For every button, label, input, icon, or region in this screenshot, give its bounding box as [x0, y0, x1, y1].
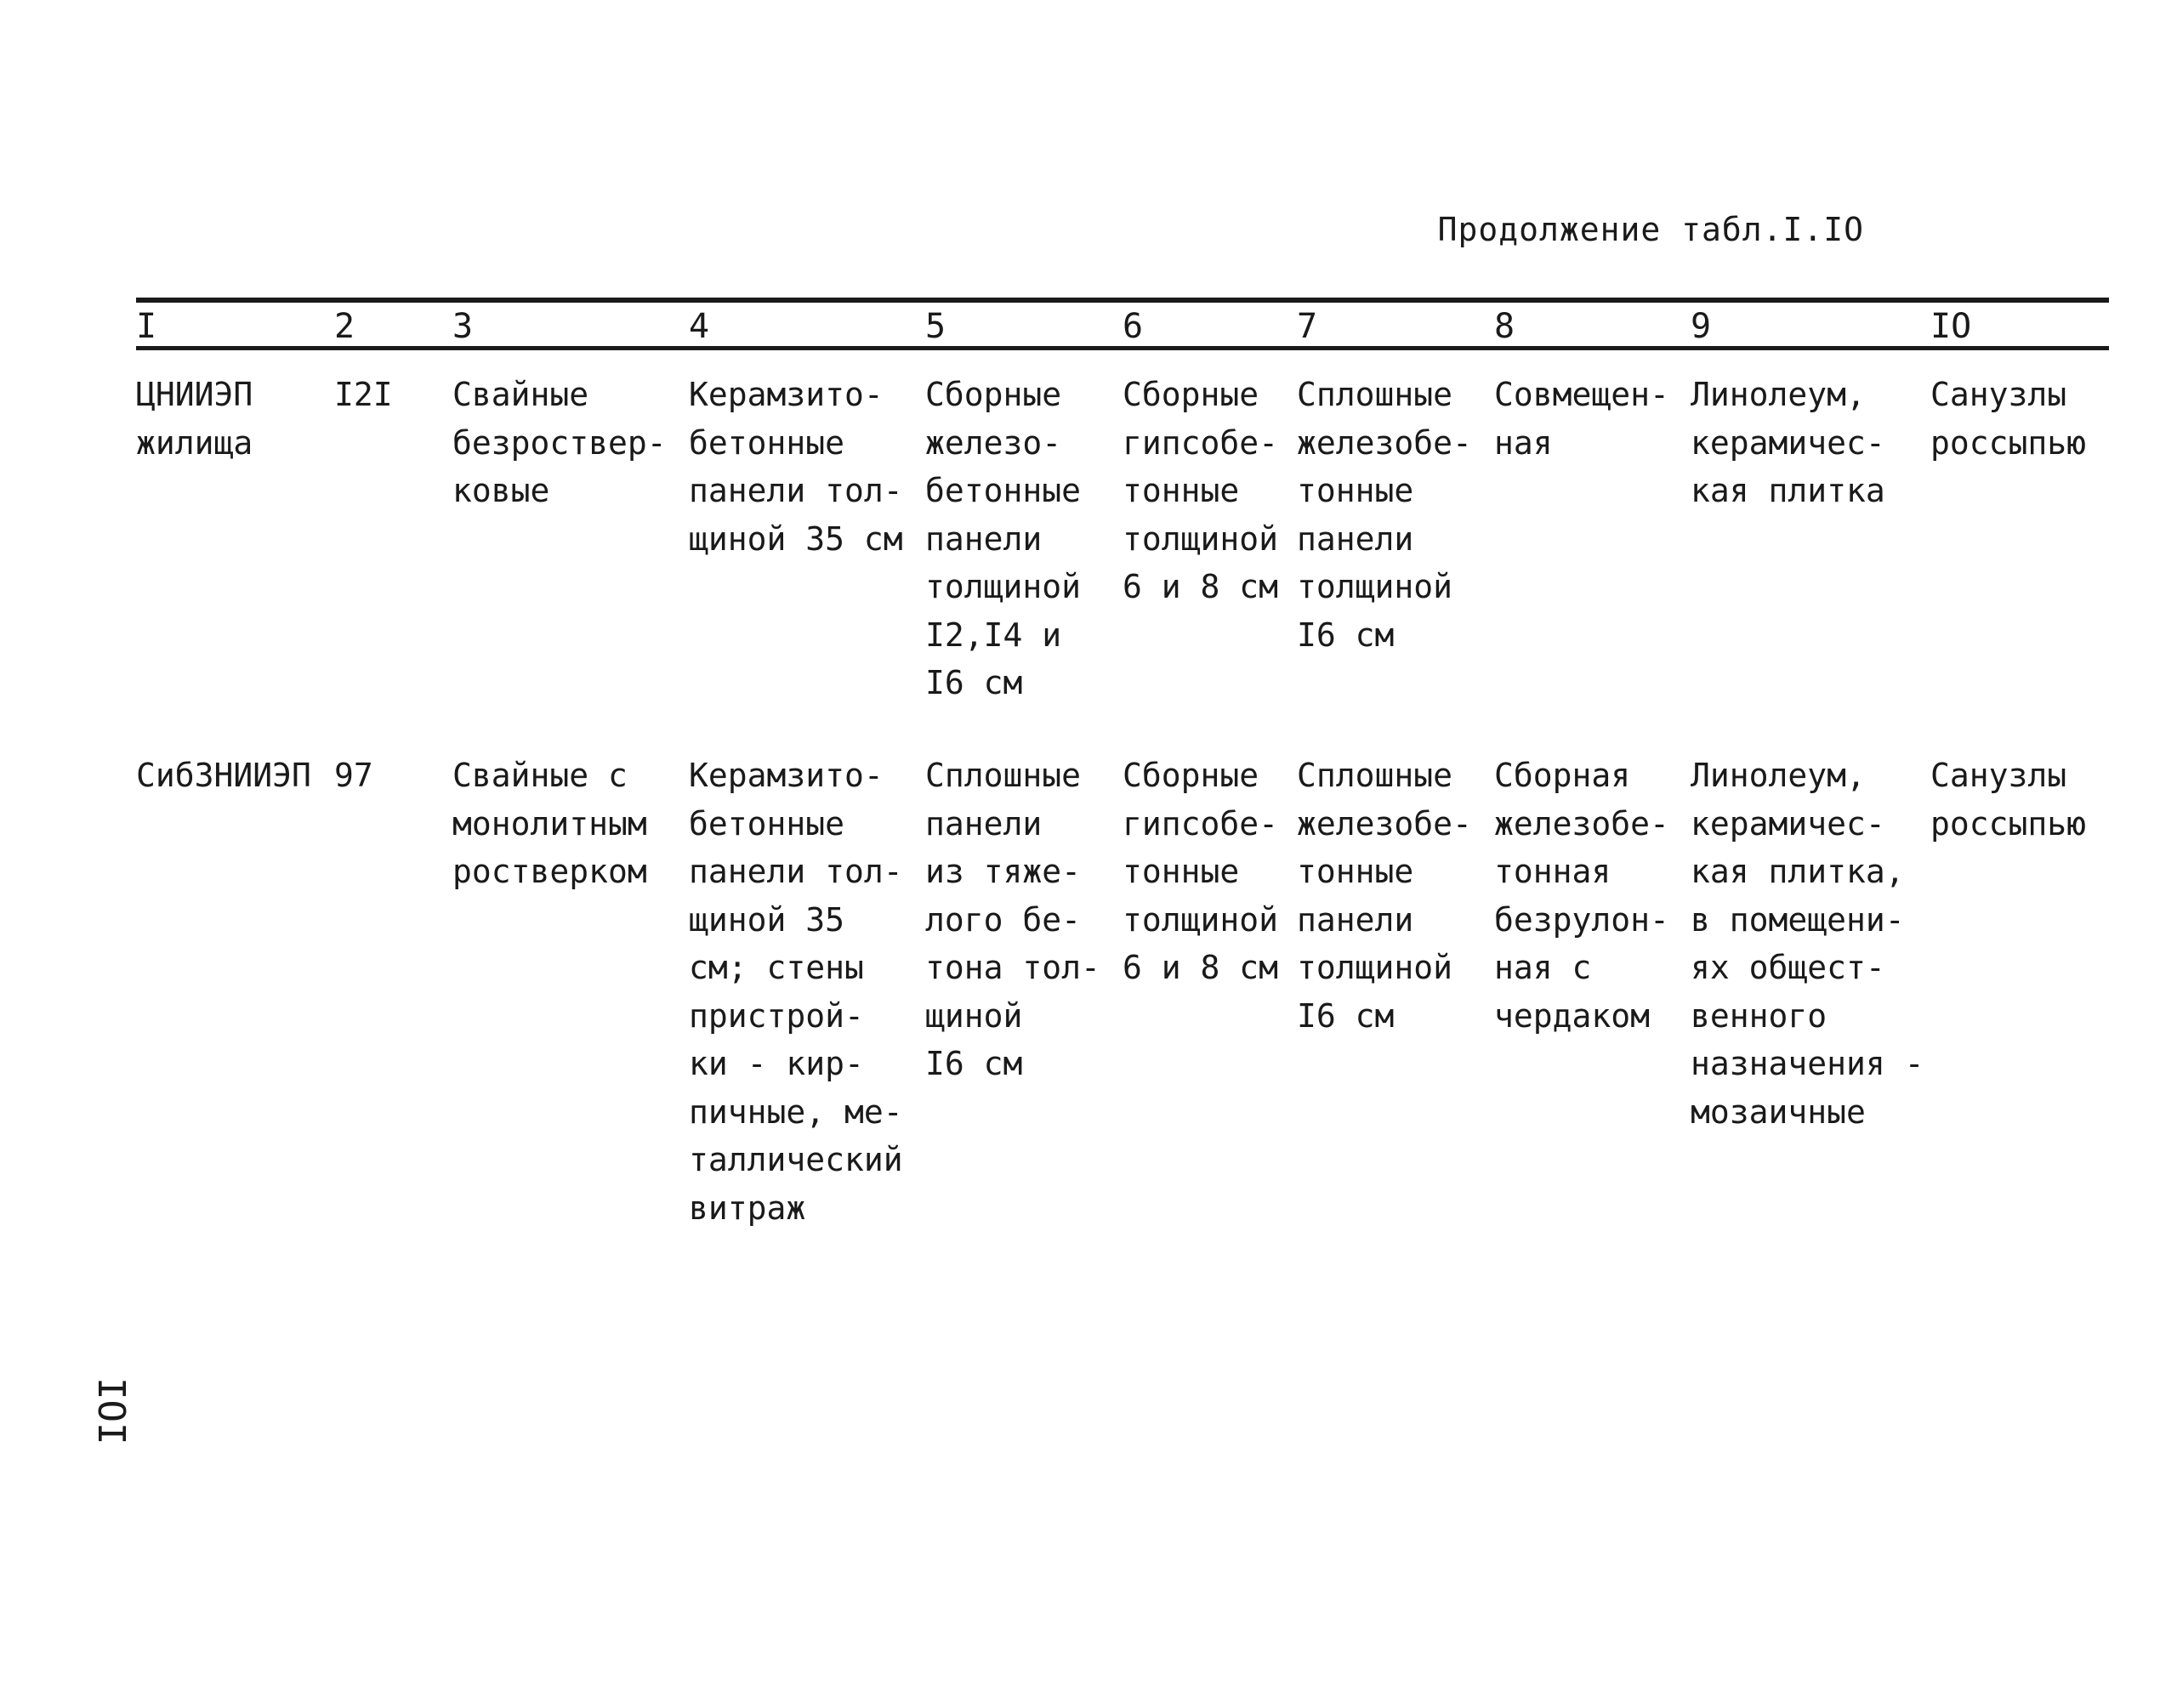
- table-cell: Сплошные железобе- тонные панели толщиной I6 см: [1297, 376, 1472, 654]
- table-cell: Сборные железо- бетонные панели толщиной I2,I4 и I6 см: [925, 376, 1082, 701]
- table-cell: СибЗНИИЭП: [136, 757, 311, 794]
- column-number: 4: [689, 307, 710, 346]
- table-cell: 97: [334, 757, 373, 794]
- table-cell: Санузлы россыпью: [1930, 757, 2087, 843]
- column-number-row: [136, 299, 2109, 347]
- column-number: I: [136, 307, 157, 346]
- table-cell: Сборная железобе- тонная безрулон- ная с чердаком: [1494, 757, 1669, 1035]
- table-caption: Продолжение табл.I.IO: [1437, 211, 1864, 248]
- table-cell: Сплошные железобе- тонные панели толщиной I6 см: [1297, 757, 1472, 1035]
- table-cell: Керамзито- бетонные панели тол- щиной 35 см: [689, 376, 903, 558]
- table-cell: Сборные гипсобе- тонные толщиной 6 и 8 см: [1123, 757, 1279, 986]
- column-number: 7: [1297, 307, 1318, 346]
- column-number: 3: [452, 307, 474, 346]
- table-cell: Свайные с монолитным ростверком: [452, 757, 647, 890]
- column-number: 8: [1494, 307, 1515, 346]
- table-cell: I2I: [334, 376, 393, 413]
- table-cell: Керамзито- бетонные панели тол- щиной 35 см; стены пристрой- ки - кир- пичные, ме- таллический витраж: [689, 757, 903, 1227]
- table-cell: Линолеум, керамичес- кая плитка: [1691, 376, 1885, 509]
- column-number: 6: [1123, 307, 1144, 346]
- table-cell: Свайные безроствер- ковые: [452, 376, 667, 509]
- table-cell: Сборные гипсобе- тонные толщиной 6 и 8 см: [1123, 376, 1279, 605]
- column-number: 5: [925, 307, 946, 346]
- column-number: 9: [1691, 307, 1712, 346]
- table-cell: Совмещен- ная: [1494, 376, 1669, 462]
- table-cell: Сплошные панели из тяже- лого бе- тона тол- щиной I6 см: [925, 757, 1100, 1082]
- page-number: IOI: [89, 1377, 133, 1445]
- data-table: [136, 299, 2109, 1227]
- column-number: IO: [1930, 307, 1972, 346]
- table-cell: Линолеум, керамичес- кая плитка, в помещени- ях общест- венного назначения - мозаичные: [1691, 757, 1924, 1131]
- table-cell: ЦНИИЭП жилища: [136, 376, 253, 462]
- column-number: 2: [334, 307, 355, 346]
- table-cell: Санузлы россыпью: [1930, 376, 2087, 462]
